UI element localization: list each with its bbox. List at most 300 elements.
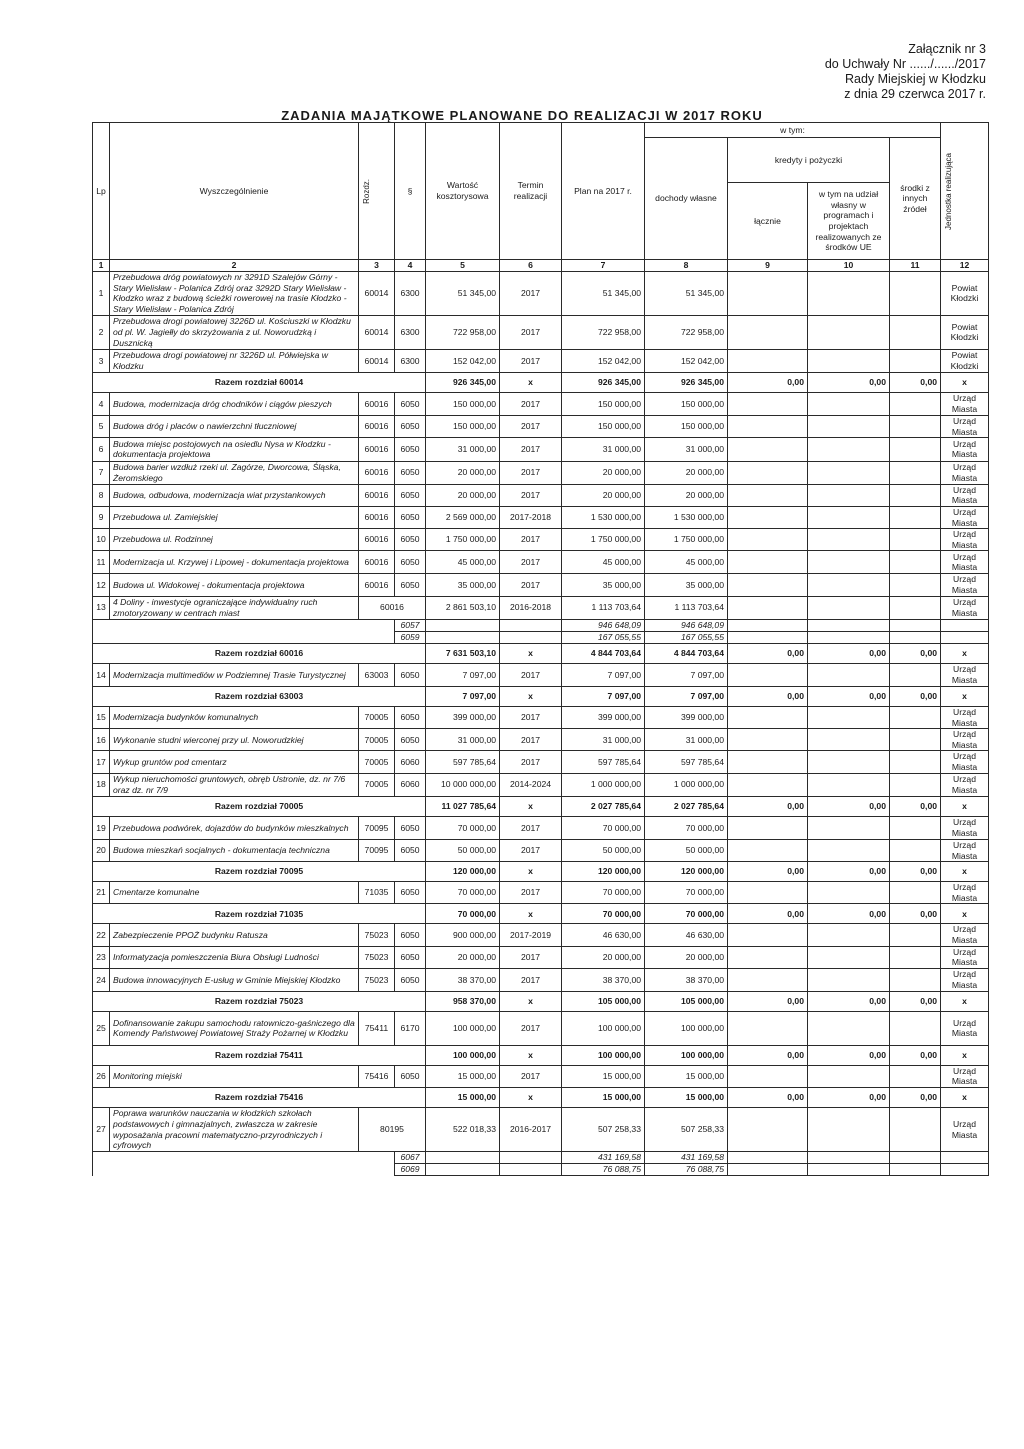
total-other-sources: 0,00 [890,1045,941,1065]
row-value: 522 018,33 [426,1107,500,1151]
row-description: Monitoring miejski [110,1065,359,1087]
row-rozdzial: 60016 [359,596,426,619]
row-value: 45 000,00 [426,551,500,574]
total-value: 958 370,00 [426,991,500,1011]
table-row [93,839,989,861]
total-eu-share: 0,00 [808,904,890,924]
split-plan: 946 648,09 [562,619,645,631]
total-eu-share: 0,00 [808,687,890,707]
split-empty-value [426,1152,500,1164]
row-unit: Urząd Miasta [941,551,989,574]
row-term: 2014-2024 [500,773,562,796]
total-total: 0,00 [728,796,808,816]
row-term: 2017 [500,416,562,438]
row-paragraph: 6050 [395,816,426,839]
row-unit: Urząd Miasta [941,773,989,796]
total-unit: x [941,796,989,816]
split-empty-total [728,631,808,643]
row-paragraph: 6050 [395,729,426,751]
split-empty-value [426,631,500,643]
row-value: 70 000,00 [426,882,500,904]
row-own-income: 20 000,00 [645,484,728,506]
row-other-sources [890,392,941,415]
row-own-income: 7 097,00 [645,663,728,686]
total-own-income: 7 097,00 [645,687,728,707]
row-lp: 13 [93,596,110,619]
row-term: 2017 [500,349,562,372]
row-rozdzial: 75023 [359,924,395,946]
row-unit: Powiat Kłodzki [941,271,989,315]
total-unit: x [941,1087,989,1107]
row-value: 7 097,00 [426,663,500,686]
total-unit: x [941,862,989,882]
council-name: Rady Miejskiej w Kłodzku [844,72,986,86]
row-value: 20 000,00 [426,484,500,506]
resolution-number: do Uchwały Nr ....../....../2017 [824,57,986,71]
row-plan: 20 000,00 [562,946,645,968]
row-other-sources [890,924,941,946]
total-value: 70 000,00 [426,904,500,924]
row-rozdzial: 75416 [359,1065,395,1087]
row-total [728,1011,808,1045]
row-own-income: 46 630,00 [645,924,728,946]
total-term: x [500,372,562,392]
row-eu-share [808,729,890,751]
split-empty-total [728,619,808,631]
section-total-row [93,991,989,1011]
split-plan: 76 088,75 [562,1164,645,1176]
row-unit: Urząd Miasta [941,506,989,528]
row-value: 31 000,00 [426,438,500,461]
split-empty-unit [941,619,989,631]
total-other-sources: 0,00 [890,862,941,882]
table-body [93,123,989,1176]
row-value: 20 000,00 [426,946,500,968]
row-description: Modernizacja budynków komunalnych [110,707,359,729]
row-eu-share [808,315,890,349]
row-unit: Urząd Miasta [941,707,989,729]
total-other-sources: 0,00 [890,796,941,816]
row-eu-share [808,924,890,946]
split-empty-other [890,1164,941,1176]
column-number-row [93,260,989,272]
row-plan: 399 000,00 [562,707,645,729]
split-empty-value [426,1164,500,1176]
split-paragraph: 6067 [395,1152,426,1164]
row-own-income: 1 530 000,00 [645,506,728,528]
row-plan: 1 000 000,00 [562,773,645,796]
row-paragraph: 6050 [395,506,426,528]
split-own-income: 167 055,55 [645,631,728,643]
section-total-row [93,1087,989,1107]
row-description: Dofinansowanie zakupu samochodu ratowniczo-gaśniczego dla Komendy Państwowej Powiatowej Straży Pożarnej w Kłodzku [110,1011,359,1045]
row-plan: 70 000,00 [562,882,645,904]
column-number: 5 [426,260,500,272]
col-rozdzial-label: Rozdz. [362,178,371,204]
total-value: 7 631 503,10 [426,643,500,663]
row-paragraph: 6300 [395,349,426,372]
row-value: 70 000,00 [426,816,500,839]
row-other-sources [890,1065,941,1087]
row-rozdzial: 60014 [359,315,395,349]
row-lp: 20 [93,839,110,861]
split-paragraph: 6059 [395,631,426,643]
row-plan: 31 000,00 [562,729,645,751]
row-plan: 15 000,00 [562,1065,645,1087]
total-term: x [500,991,562,1011]
row-plan: 20 000,00 [562,484,645,506]
col-unit [941,123,989,260]
row-description: Wykonanie studni wierconej przy ul. Noworudzkiej [110,729,359,751]
row-eu-share [808,707,890,729]
row-term: 2017 [500,484,562,506]
row-total [728,596,808,619]
row-description: Modernizacja multimediów w Podziemnej Trasie Turystycznej [110,663,359,686]
total-own-income: 15 000,00 [645,1087,728,1107]
row-lp: 25 [93,1011,110,1045]
row-total [728,574,808,596]
split-plan: 431 169,58 [562,1152,645,1164]
table-row [93,438,989,461]
row-lp: 11 [93,551,110,574]
row-lp: 22 [93,924,110,946]
row-rozdzial: 60016 [359,506,395,528]
table-row [93,773,989,796]
total-value: 120 000,00 [426,862,500,882]
row-lp: 10 [93,529,110,551]
row-eu-share [808,349,890,372]
row-plan: 150 000,00 [562,392,645,415]
total-plan: 70 000,00 [562,904,645,924]
row-rozdzial: 60016 [359,416,395,438]
row-lp: 18 [93,773,110,796]
row-paragraph: 6050 [395,882,426,904]
row-term: 2017 [500,882,562,904]
row-lp: 15 [93,707,110,729]
split-empty-unit [941,1164,989,1176]
row-eu-share [808,529,890,551]
row-eu-share [808,839,890,861]
row-lp: 4 [93,392,110,415]
row-plan: 31 000,00 [562,438,645,461]
row-term: 2017-2018 [500,506,562,528]
total-term: x [500,904,562,924]
total-plan: 15 000,00 [562,1087,645,1107]
split-empty-term [500,631,562,643]
row-description: Zabezpieczenie PPOŻ budynku Ratusza [110,924,359,946]
table-row [93,816,989,839]
resolution-date: z dnia 29 czerwca 2017 r. [844,87,986,101]
row-paragraph: 6300 [395,271,426,315]
row-other-sources [890,882,941,904]
row-value: 50 000,00 [426,839,500,861]
split-paragraph: 6057 [395,619,426,631]
row-eu-share [808,438,890,461]
total-total: 0,00 [728,1087,808,1107]
row-unit: Urząd Miasta [941,882,989,904]
col-lp: Lp [93,123,110,260]
column-number: 11 [890,260,941,272]
row-eu-share [808,816,890,839]
total-plan: 4 844 703,64 [562,643,645,663]
split-empty-other [890,631,941,643]
row-plan: 1 530 000,00 [562,506,645,528]
row-rozdzial: 60016 [359,551,395,574]
row-plan: 722 958,00 [562,315,645,349]
row-term: 2017 [500,461,562,484]
row-description: Przebudowa drogi powiatowej 3226D ul. Kościuszki w Kłodzku od pl. W. Jagiełły do skrzyżowania z ul. Noworudzką i Dusznicką [110,315,359,349]
row-own-income: 150 000,00 [645,392,728,415]
split-empty-term [500,1164,562,1176]
col-value: Wartość kosztorysowa [426,123,500,260]
total-term: x [500,796,562,816]
paragraph-split-row [93,619,989,631]
row-unit: Urząd Miasta [941,1065,989,1087]
col-paragraph: § [395,123,426,260]
split-empty-eu [808,1164,890,1176]
row-term: 2016-2018 [500,596,562,619]
total-unit: x [941,643,989,663]
row-total [728,882,808,904]
row-other-sources [890,816,941,839]
row-other-sources [890,773,941,796]
row-description: Cmentarze komunalne [110,882,359,904]
row-other-sources [890,968,941,991]
row-rozdzial: 60016 [359,574,395,596]
row-total [728,751,808,773]
row-description: Budowa miejsc postojowych na osiedlu Nysa w Kłodzku - dokumentacja projektowa [110,438,359,461]
row-plan: 50 000,00 [562,839,645,861]
row-value: 38 370,00 [426,968,500,991]
row-rozdzial: 70095 [359,839,395,861]
row-lp: 1 [93,271,110,315]
table-row [93,924,989,946]
row-total [728,349,808,372]
row-own-income: 100 000,00 [645,1011,728,1045]
row-own-income: 20 000,00 [645,461,728,484]
row-unit: Urząd Miasta [941,946,989,968]
row-rozdzial: 60016 [359,438,395,461]
row-term: 2017 [500,392,562,415]
row-own-income: 50 000,00 [645,839,728,861]
row-term: 2017 [500,839,562,861]
total-term: x [500,687,562,707]
row-eu-share [808,392,890,415]
total-eu-share: 0,00 [808,1045,890,1065]
row-rozdzial: 75023 [359,968,395,991]
total-value: 926 345,00 [426,372,500,392]
row-eu-share [808,574,890,596]
row-total [728,484,808,506]
row-eu-share [808,1065,890,1087]
row-term: 2017 [500,707,562,729]
total-value: 11 027 785,64 [426,796,500,816]
split-empty-total [728,1152,808,1164]
section-total-label: Razem rozdział 63003 [93,687,426,707]
row-description: Przebudowa podwórek, dojazdów do budynków mieszkalnych [110,816,359,839]
total-own-income: 2 027 785,64 [645,796,728,816]
row-paragraph: 6050 [395,551,426,574]
section-total-label: Razem rozdział 71035 [93,904,426,924]
row-paragraph: 6050 [395,574,426,596]
table-row [93,574,989,596]
total-own-income: 100 000,00 [645,1045,728,1065]
row-unit: Urząd Miasta [941,663,989,686]
row-plan: 507 258,33 [562,1107,645,1151]
row-unit: Urząd Miasta [941,924,989,946]
table-row [93,392,989,415]
row-unit: Urząd Miasta [941,416,989,438]
row-eu-share [808,551,890,574]
column-number: 1 [93,260,110,272]
total-own-income: 105 000,00 [645,991,728,1011]
row-eu-share [808,484,890,506]
row-value: 31 000,00 [426,729,500,751]
table-row [93,968,989,991]
row-plan: 100 000,00 [562,1011,645,1045]
table-row [93,271,989,315]
row-total [728,773,808,796]
row-value: 51 345,00 [426,271,500,315]
row-description: Modernizacja ul. Krzywej i Lipowej - dokumentacja projektowa [110,551,359,574]
split-blank [93,1164,395,1176]
header-row-1 [93,123,989,138]
total-own-income: 70 000,00 [645,904,728,924]
row-lp: 12 [93,574,110,596]
row-paragraph: 6050 [395,392,426,415]
row-other-sources [890,438,941,461]
split-plan: 167 055,55 [562,631,645,643]
row-rozdzial: 60014 [359,271,395,315]
row-eu-share [808,596,890,619]
row-paragraph: 6050 [395,438,426,461]
section-total-row [93,862,989,882]
row-value: 150 000,00 [426,416,500,438]
table-row [93,707,989,729]
total-eu-share: 0,00 [808,796,890,816]
table-row [93,663,989,686]
row-plan: 20 000,00 [562,461,645,484]
row-total [728,707,808,729]
row-rozdzial: 60016 [359,484,395,506]
row-total [728,416,808,438]
row-lp: 27 [93,1107,110,1151]
table-row [93,529,989,551]
split-empty-unit [941,1152,989,1164]
column-number: 6 [500,260,562,272]
total-term: x [500,862,562,882]
col-unit-label: Jednostka realizująca [944,152,954,230]
row-eu-share [808,968,890,991]
row-value: 20 000,00 [426,461,500,484]
row-lp: 26 [93,1065,110,1087]
total-value: 100 000,00 [426,1045,500,1065]
col-own-income: dochody własne [645,138,728,260]
column-number: 2 [110,260,359,272]
row-eu-share [808,751,890,773]
row-paragraph: 6050 [395,484,426,506]
row-lp: 14 [93,663,110,686]
row-total [728,392,808,415]
table-row [93,315,989,349]
table-row [93,729,989,751]
row-paragraph: 6050 [395,663,426,686]
row-description: Przebudowa drogi powiatowej nr 3226D ul. Półwiejska w Kłodzku [110,349,359,372]
row-total [728,729,808,751]
split-empty-eu [808,631,890,643]
row-plan: 38 370,00 [562,968,645,991]
col-rozdzial [359,123,395,260]
row-description: Budowa barier wzdłuż rzeki ul. Zagórze, Dworcowa, Śląska, Żeromskiego [110,461,359,484]
row-unit: Urząd Miasta [941,816,989,839]
row-eu-share [808,271,890,315]
row-other-sources [890,1107,941,1151]
row-description: Poprawa warunków nauczania w kłodzkich szkołach podstawowych i gimnazjalnych, zwłaszcza w zakresie wyposażania pracowni matematyczno-przyrodniczych i cyfrowych [110,1107,359,1151]
row-rozdzial: 70005 [359,729,395,751]
row-rozdzial: 70005 [359,751,395,773]
row-description: Przebudowa dróg powiatowych nr 3291D Szalejów Górny - Stary Wielisław - Polanica Zdrój oraz 3292D Stary Wielisław - Kłodzko wraz z budową ścieżki rowerowej na trasie Kłodzko - Stary Wielisław - Polanica Zdrój [110,271,359,315]
row-total [728,438,808,461]
row-term: 2017 [500,751,562,773]
row-lp: 23 [93,946,110,968]
row-unit: Urząd Miasta [941,574,989,596]
total-other-sources: 0,00 [890,643,941,663]
row-unit: Urząd Miasta [941,438,989,461]
total-plan: 7 097,00 [562,687,645,707]
row-paragraph: 6050 [395,968,426,991]
row-value: 399 000,00 [426,707,500,729]
total-plan: 105 000,00 [562,991,645,1011]
section-total-label: Razem rozdział 75023 [93,991,426,1011]
total-eu-share: 0,00 [808,372,890,392]
row-total [728,663,808,686]
row-total [728,924,808,946]
row-term: 2017 [500,1065,562,1087]
total-unit: x [941,687,989,707]
row-eu-share [808,1107,890,1151]
total-total: 0,00 [728,643,808,663]
row-total [728,271,808,315]
col-term: Termin realizacji [500,123,562,260]
total-plan: 926 345,00 [562,372,645,392]
row-own-income: 35 000,00 [645,574,728,596]
row-plan: 46 630,00 [562,924,645,946]
row-rozdzial: 70005 [359,773,395,796]
row-rozdzial: 75023 [359,946,395,968]
row-paragraph: 6050 [395,707,426,729]
row-rozdzial: 80195 [359,1107,426,1151]
row-other-sources [890,484,941,506]
row-unit: Urząd Miasta [941,729,989,751]
row-rozdzial: 63003 [359,663,395,686]
split-empty-term [500,1152,562,1164]
row-paragraph: 6300 [395,315,426,349]
row-total [728,816,808,839]
row-value: 152 042,00 [426,349,500,372]
row-description: Budowa, odbudowa, modernizacja wiat przystankowych [110,484,359,506]
section-total-row [93,796,989,816]
split-own-income: 946 648,09 [645,619,728,631]
row-total [728,461,808,484]
row-paragraph: 6050 [395,416,426,438]
table-row [93,596,989,619]
row-eu-share [808,663,890,686]
col-eu-share: w tym na udział własny w programach i projektach realizowanych ze środków UE [808,183,890,260]
row-lp: 17 [93,751,110,773]
total-other-sources: 0,00 [890,1087,941,1107]
row-description: Wykup nieruchomości gruntowych, obręb Ustronie, dz. nr 7/6 oraz dz. nr 7/9 [110,773,359,796]
row-lp: 24 [93,968,110,991]
